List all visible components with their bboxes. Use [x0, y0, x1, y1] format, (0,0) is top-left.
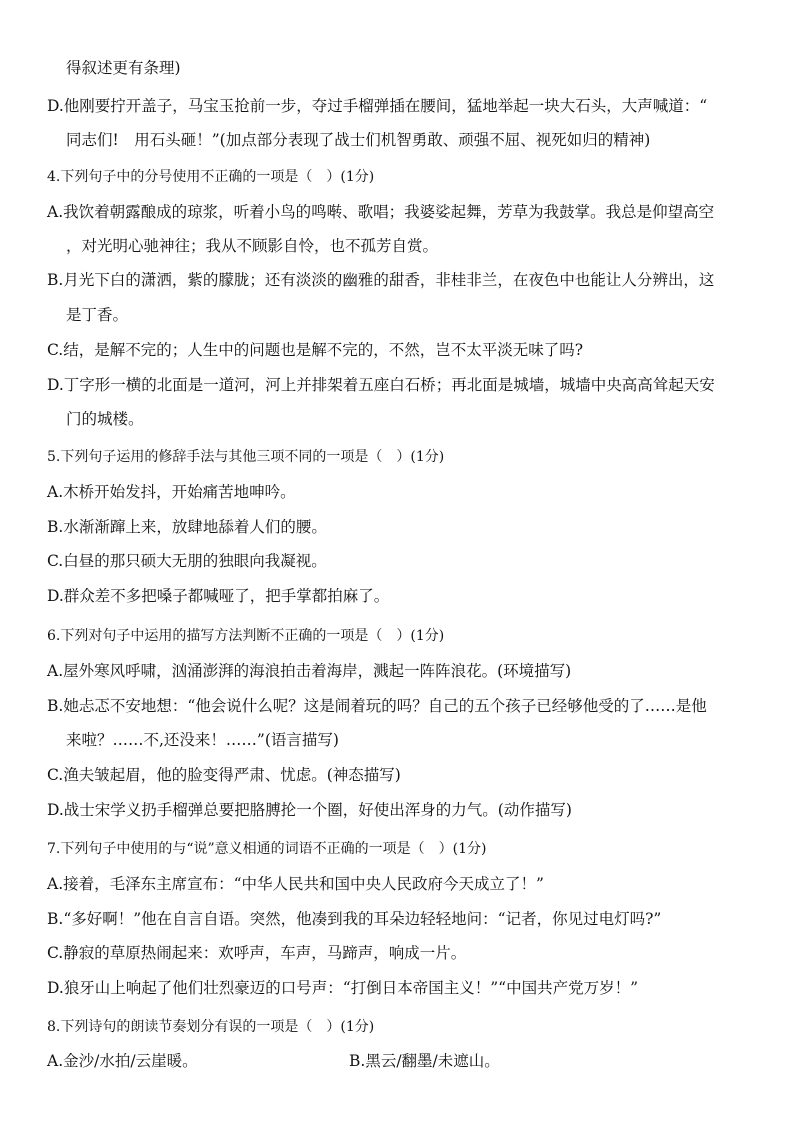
- question-6-option-b: B.她忐忑不安地想：“他会说什么呢？这是闹着玩的吗？自己的五个孩子已经够他受的了……是他: [47, 697, 707, 715]
- question-7-option-a: A.接着，毛泽东主席宣布：“中华人民共和国中央人民政府今天成立了！”: [47, 875, 544, 893]
- question-6-option-a: A.屋外寒风呼啸，汹涌澎湃的海浪拍击着海岸，溅起一阵阵浪花。(环境描写): [47, 662, 572, 680]
- question-6-stem: 6.下列对句子中运用的描写方法判断不正确的一项是（ ）(1分): [47, 628, 445, 644]
- question-4-stem: 4.下列句子中的分号使用不正确的一项是（ ）(1分): [47, 169, 375, 185]
- question-7-option-b: B.“多好啊！”他在自言自语。突然，他凑到我的耳朵边轻轻地问：“记者，你见过电灯吗?”: [47, 910, 662, 928]
- text-line: 同志们! 用石头砸！”(加点部分表现了战士们机智勇敢、顽强不屈、视死如归的精神): [66, 131, 651, 149]
- question-8-stem: 8.下列诗句的朗读节奏划分有误的一项是（ ）(1分): [47, 1019, 375, 1035]
- text-line: 来啦？……不,还没来！……”(语言描写): [66, 731, 339, 749]
- question-5-option-c: C.白昼的那只硕大无朋的独眼向我凝视。: [47, 552, 327, 570]
- question-5-stem: 5.下列句子运用的修辞手法与其他三项不同的一项是（ ）(1分): [47, 449, 445, 465]
- question-5-option-d: D.群众差不多把嗓子都喊哑了，把手掌都拍麻了。: [47, 587, 390, 605]
- text-line: 是丁香。: [66, 306, 129, 324]
- text-line: 得叙述更有条理): [66, 59, 181, 77]
- question-4-option-b: B.月光下白的潇洒，紫的朦胧；还有淡淡的幽雅的甜香，非桂非兰，在夜色中也能让人分辨出，这: [47, 271, 715, 289]
- question-4-option-d: D.丁字形一横的北面是一道河，河上并排架着五座白石桥；再北面是城墙，城墙中央高高耸起天安: [47, 376, 715, 394]
- question-7-option-d: D.狼牙山上响起了他们壮烈豪迈的口号声：“打倒日本帝国主义！”“中国共产党万岁！”: [47, 979, 639, 997]
- question-7-option-c: C.静寂的草原热闹起来：欢呼声，车声，马蹄声，响成一片。: [47, 944, 467, 962]
- question-8-option-a: A.金沙/水拍/云崖暖。: [47, 1052, 198, 1070]
- question-6-option-c: C.渔夫皱起眉，他的脸变得严肃、忧虑。(神态描写): [47, 766, 401, 784]
- question-5-option-a: A.木桥开始发抖，开始痛苦地呻吟。: [47, 483, 296, 501]
- question-6-option-d: D.战士宋学义扔手榴弹总要把胳膊抡一个圈，好使出浑身的力气。(动作描写): [47, 801, 572, 819]
- text-line: ，对光明心驰神往；我从不顾影自怜，也不孤芳自赏。: [66, 237, 439, 255]
- question-4-option-c: C.结，是解不完的；人生中的问题也是解不完的，不然，岂不太平淡无味了吗?: [47, 341, 584, 359]
- question-8-option-b: B.黑云/翻墨/未遮山。: [349, 1052, 500, 1070]
- question-7-stem: 7.下列句子中使用的与“说”意义相通的词语不正确的一项是（ ）(1分): [47, 841, 487, 857]
- question-5-option-b: B.水渐渐蹿上来，放肆地舔着人们的腰。: [47, 518, 327, 536]
- question-4-option-a: A.我饮着朝露酿成的琼浆，听着小鸟的鸣啭、歌唱；我婆娑起舞，芳草为我鼓掌。我总是仰望高空: [47, 203, 715, 221]
- text-line: D.他刚要拧开盖子，马宝玉抢前一步，夺过手榴弹插在腰间，猛地举起一块大石头，大声喊道：“: [47, 97, 708, 115]
- text-line: 门的城楼。: [66, 410, 144, 428]
